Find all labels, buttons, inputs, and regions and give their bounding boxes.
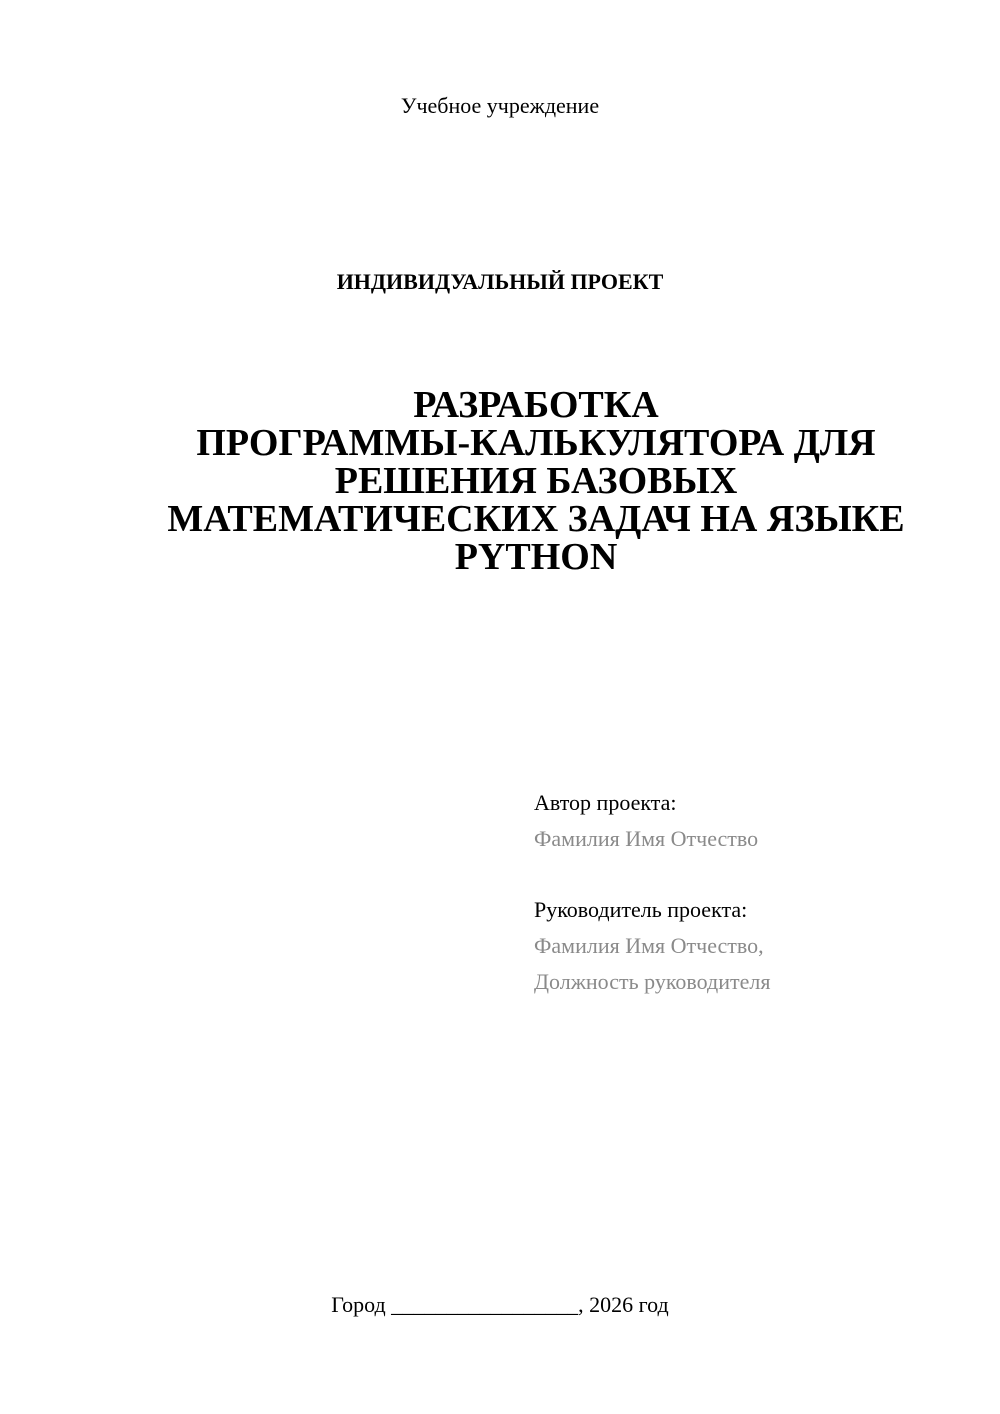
supervisor-name-placeholder: Фамилия Имя Отчество, bbox=[534, 933, 764, 958]
title-line: PYTHON bbox=[454, 536, 618, 578]
author-block bbox=[534, 785, 974, 857]
title-line: РЕШЕНИЯ БАЗОВЫХ bbox=[334, 460, 738, 502]
supervisor-label: Руководитель проекта: bbox=[534, 897, 748, 922]
supervisor-block bbox=[534, 892, 974, 1000]
author-label: Автор проекта: bbox=[534, 790, 677, 815]
document-type: ИНДИВИДУАЛЬНЫЙ ПРОЕКТ bbox=[336, 269, 664, 294]
title-line: МАТЕМАТИЧЕСКИХ ЗАДАЧ НА ЯЗЫКЕ bbox=[167, 498, 905, 540]
city-year-line: Город _________________, 2026 год bbox=[331, 1292, 669, 1317]
title-line: ПРОГРАММЫ-КАЛЬКУЛЯТОРА ДЛЯ bbox=[196, 422, 876, 464]
supervisor-position-placeholder: Должность руководителя bbox=[534, 969, 771, 994]
project-title bbox=[120, 386, 952, 576]
author-name-placeholder: Фамилия Имя Отчество bbox=[534, 826, 759, 851]
institution-name: Учебное учреждение bbox=[400, 93, 600, 118]
title-line: РАЗРАБОТКА bbox=[413, 384, 659, 426]
